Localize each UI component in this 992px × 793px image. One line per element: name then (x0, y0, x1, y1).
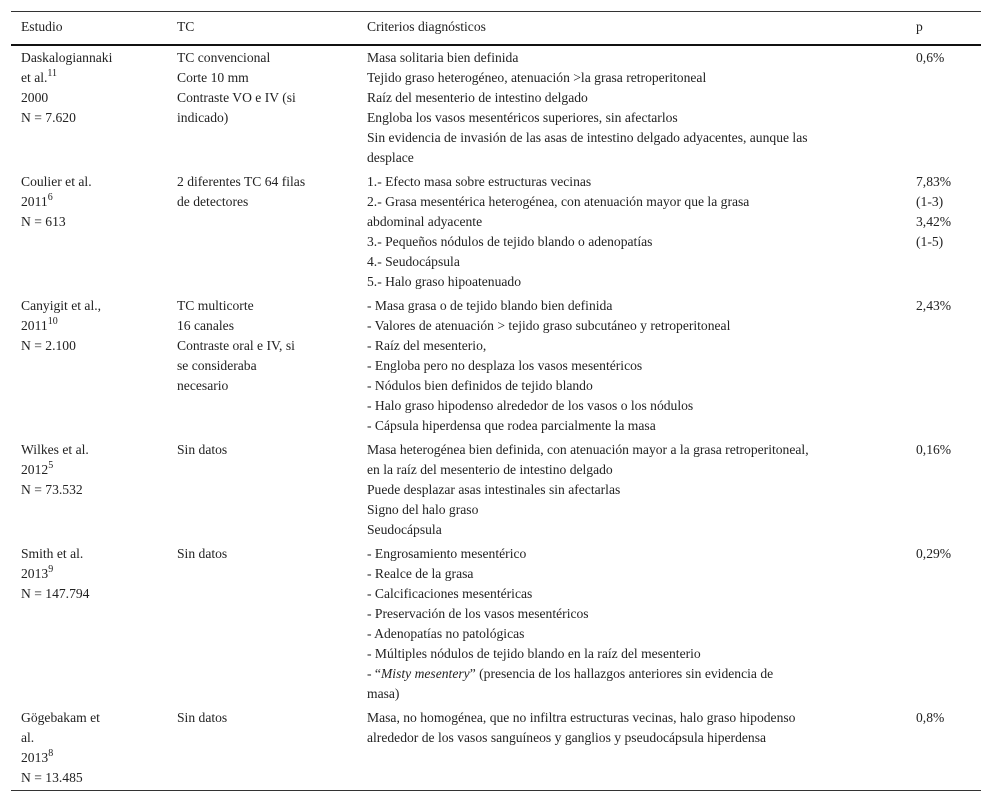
criteria-text: - “ (367, 666, 381, 681)
criteria-text: ” (presencia de los hallazgos anteriores sin evidencia de (469, 666, 774, 681)
p-value: (1-5) (916, 234, 944, 249)
criteria-line: Engloba los vasos mesentéricos superiores, sin afectarlos (367, 110, 678, 125)
ct-line: Sin datos (177, 442, 228, 457)
table-header-row (11, 12, 981, 46)
criteria-line (367, 664, 906, 684)
p-cell (906, 294, 981, 438)
ct-line: se consideraba (177, 358, 257, 373)
criteria-line: Tejido graso heterogéneo, atenuación >la grasa retroperitoneal (367, 70, 707, 85)
studies-table (11, 11, 981, 791)
table-row (11, 706, 981, 791)
criteria-line: Puede desplazar asas intestinales sin afectarlas (367, 482, 621, 497)
criteria-cell (357, 294, 906, 438)
criteria-line: - Adenopatías no patológicas (367, 626, 525, 641)
table-row (11, 294, 981, 438)
study-line (21, 728, 167, 748)
study-text: Smith et al. (21, 546, 84, 561)
criteria-line: - Cápsula hiperdensa que rodea parcialmente la masa (367, 418, 656, 433)
study-line (21, 440, 167, 460)
ct-line: Contraste VO e IV (si (177, 90, 296, 105)
study-text: 2011 (21, 194, 48, 209)
criteria-line: 5.- Halo graso hipoatenuado (367, 274, 522, 289)
criteria-line: 3.- Pequeños nódulos de tejido blando o adenopatías (367, 234, 653, 249)
criteria-line: Sin evidencia de invasión de las asas de intestino delgado adyacentes, aunque las (367, 130, 808, 145)
study-text: N = 73.532 (21, 482, 83, 497)
header-ct: TC (167, 12, 357, 46)
criteria-line: 2.- Grasa mesentérica heterogénea, con atenuación mayor que la grasa (367, 194, 750, 209)
study-line (21, 88, 167, 108)
study-text: Wilkes et al. (21, 442, 89, 457)
ct-line: 16 canales (177, 318, 234, 333)
ct-line: Sin datos (177, 546, 228, 561)
criteria-line: - Preservación de los vasos mesentéricos (367, 606, 589, 621)
ct-cell (167, 542, 357, 706)
study-text: 2000 (21, 90, 49, 105)
criteria-line: Masa, no homogénea, que no infiltra estructuras vecinas, halo graso hipodenso (367, 710, 796, 725)
study-text: al. (21, 730, 35, 745)
study-line (21, 748, 167, 768)
ct-line: Corte 10 mm (177, 70, 249, 85)
criteria-line: Masa heterogénea bien definida, con atenuación mayor a la grasa retroperitoneal, (367, 442, 809, 457)
ct-line: 2 diferentes TC 64 filas (177, 174, 306, 189)
study-cell (11, 294, 167, 438)
ct-cell (167, 45, 357, 170)
study-text: Gögebakam et (21, 710, 100, 725)
study-text: N = 147.794 (21, 586, 90, 601)
ct-line: de detectores (177, 194, 249, 209)
study-line (21, 460, 167, 480)
study-text: 2013 (21, 566, 49, 581)
table-row (11, 170, 981, 294)
study-text: 2013 (21, 750, 49, 765)
criteria-line: alrededor de los vasos sanguíneos y ganglios y pseudocápsula hiperdensa (367, 730, 767, 745)
ct-line: Sin datos (177, 710, 228, 725)
reference-number: 10 (47, 316, 58, 327)
study-line (21, 480, 167, 500)
p-cell (906, 45, 981, 170)
study-line (21, 544, 167, 564)
p-value: 0,8% (916, 710, 945, 725)
study-cell (11, 542, 167, 706)
criteria-line: - Raíz del mesenterio, (367, 338, 487, 353)
table-body (11, 45, 981, 791)
study-cell (11, 45, 167, 170)
ct-cell (167, 706, 357, 791)
study-text: et al. (21, 70, 48, 85)
study-text: N = 7.620 (21, 110, 76, 125)
criteria-line: Signo del halo graso (367, 502, 479, 517)
reference-number: 6 (47, 192, 53, 203)
reference-number: 5 (48, 460, 54, 471)
study-line (21, 108, 167, 128)
criteria-line: - Nódulos bien definidos de tejido blando (367, 378, 593, 393)
criteria-line: desplace (367, 150, 414, 165)
ct-line: necesario (177, 378, 229, 393)
criteria-cell (357, 170, 906, 294)
criteria-cell (357, 542, 906, 706)
ct-cell (167, 294, 357, 438)
study-line (21, 316, 167, 336)
study-line (21, 564, 167, 584)
criteria-line: - Realce de la grasa (367, 566, 474, 581)
criteria-line: - Calcificaciones mesentéricas (367, 586, 533, 601)
header-p: p (906, 12, 981, 46)
study-line (21, 336, 167, 356)
p-value: 2,43% (916, 298, 952, 313)
p-cell (906, 438, 981, 542)
study-cell (11, 438, 167, 542)
p-value: 3,42% (916, 214, 952, 229)
criteria-line: 1.- Efecto masa sobre estructuras vecinas (367, 174, 592, 189)
ct-cell (167, 438, 357, 542)
criteria-emphasis: Misty mesentery (380, 666, 470, 681)
study-line (21, 48, 167, 68)
ct-line: TC convencional (177, 50, 271, 65)
study-line (21, 768, 167, 788)
study-line (21, 296, 167, 316)
study-text: N = 13.485 (21, 770, 83, 785)
p-cell (906, 170, 981, 294)
header-study: Estudio (11, 12, 167, 46)
study-text: Daskalogiannaki (21, 50, 113, 65)
criteria-line: - Halo graso hipodenso alrededor de los vasos o los nódulos (367, 398, 694, 413)
study-cell (11, 706, 167, 791)
reference-number: 8 (48, 748, 54, 759)
criteria-line: - Múltiples nódulos de tejido blando en la raíz del mesenterio (367, 646, 701, 661)
study-text: N = 2.100 (21, 338, 76, 353)
criteria-line: - Engloba pero no desplaza los vasos mesentéricos (367, 358, 643, 373)
criteria-line: masa) (367, 686, 400, 701)
criteria-line: Masa solitaria bien definida (367, 50, 519, 65)
ct-line: TC multicorte (177, 298, 254, 313)
p-cell (906, 706, 981, 791)
ct-cell (167, 170, 357, 294)
study-text: Coulier et al. (21, 174, 92, 189)
criteria-line: en la raíz del mesenterio de intestino delgado (367, 462, 613, 477)
study-line (21, 172, 167, 192)
study-text: N = 613 (21, 214, 66, 229)
p-value: 0,6% (916, 50, 945, 65)
reference-number: 11 (47, 68, 58, 79)
criteria-line: abdominal adyacente (367, 214, 483, 229)
p-value: 7,83% (916, 174, 952, 189)
criteria-line: Raíz del mesenterio de intestino delgado (367, 90, 588, 105)
criteria-line: 4.- Seudocápsula (367, 254, 460, 269)
study-cell (11, 170, 167, 294)
ct-line: Contraste oral e IV, si (177, 338, 295, 353)
study-line (21, 192, 167, 212)
study-line (21, 708, 167, 728)
ct-line: indicado) (177, 110, 229, 125)
criteria-line: - Masa grasa o de tejido blando bien definida (367, 298, 613, 313)
p-value: 0,29% (916, 546, 952, 561)
criteria-cell (357, 45, 906, 170)
study-line (21, 212, 167, 232)
p-value: 0,16% (916, 442, 952, 457)
criteria-cell (357, 706, 906, 791)
study-line (21, 68, 167, 88)
criteria-line: - Engrosamiento mesentérico (367, 546, 527, 561)
study-text: 2012 (21, 462, 49, 477)
study-line (21, 584, 167, 604)
table-row (11, 45, 981, 170)
criteria-line: - Valores de atenuación > tejido graso subcutáneo y retroperitoneal (367, 318, 731, 333)
reference-number: 9 (48, 564, 54, 575)
criteria-cell (357, 438, 906, 542)
table-row (11, 438, 981, 542)
study-text: 2011 (21, 318, 48, 333)
header-criteria: Criterios diagnósticos (357, 12, 906, 46)
p-value: (1-3) (916, 194, 944, 209)
study-text: Canyigit et al., (21, 298, 102, 313)
criteria-line: Seudocápsula (367, 522, 442, 537)
table-row (11, 542, 981, 706)
p-cell (906, 542, 981, 706)
